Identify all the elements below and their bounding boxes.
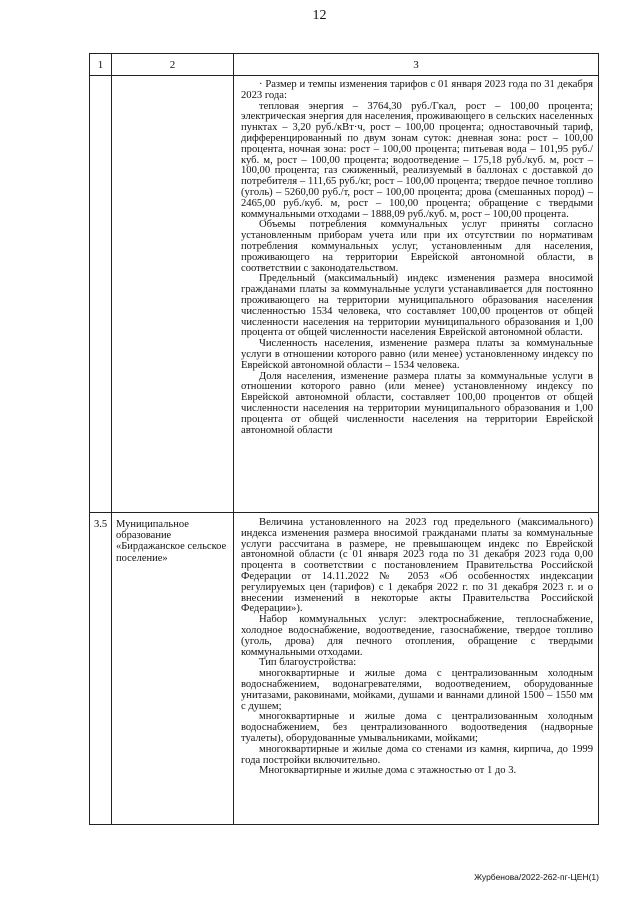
header-col-3: 3 [234, 54, 599, 76]
population-count-paragraph: Численность населения, изменение размера платы за коммунальные услуги в отношении которого равно (или менее) установленному индексу по Еврейской автономной области – 1534 человека. [241, 338, 593, 371]
municipality-name-cell: Муниципальное образование «Бирдажанское сельское поселение» [112, 513, 234, 825]
row-content-cell [234, 76, 599, 513]
improvement-type-item: многоквартирные и жилые дома с централизованным холодным водоснабжением, водонагревателями, водоотведением, оборудованные унитазами, раковинами, мойками, душами и ваннами длиной 1500 – 1550 мм с душем; [241, 668, 593, 712]
row-number-cell: 3.5 [90, 513, 112, 825]
table-row [90, 76, 599, 513]
row-content-cell [234, 513, 599, 825]
floors-paragraph: Многоквартирные и жилые дома с этажностью от 1 до 3. [259, 765, 517, 777]
improvement-type-item: многоквартирные и жилые дома с централизованным холодным водоснабжением, без централизованного водоотведения (надворные туалеты), оборудованные умывальниками, мойками; [241, 711, 593, 744]
table-header-row [90, 54, 599, 76]
row-number-cell [90, 76, 112, 513]
table-row [90, 513, 599, 825]
page-number: 12 [312, 8, 327, 23]
population-share-paragraph: Доля населения, изменение размера платы за коммунальные услуги в отношении которого равно (или менее) установленному индексу по Еврейской автономной области, составляет 100,00 процентов от общей численности населения на территории муниципального образования и 1,00 процента от общей численности населения на территории Еврейской автономной области [241, 370, 593, 436]
services-set-paragraph: Набор коммунальных услуг: электроснабжение, теплоснабжение, холодное водоснабжение, водоотведение, газоснабжение, твердое топливо (уголь, дрова) для печного отопления, обращение с твердыми коммунальными отходами. [241, 614, 593, 658]
max-index-paragraph: Предельный (максимальный) индекс изменения размера вносимой гражданами платы за коммунальные услуги устанавливается для постоянно проживающего на территории муниципального образования населения численностью 1534 человека, что составляет 100,00 процентов от общей численности населения на территории муниципального образования и 1,00 процента от общей численности населения Еврейской автономной области. [241, 273, 593, 339]
consumption-volumes-paragraph: Объемы потребления коммунальных услуг приняты согласно установленным приборам учета или при их отсутствии по нормативам потребления коммунальных услуг, установленным для населения, проживающего на территории Еврейской автономной области, в соответствии с законодательством. [241, 219, 593, 274]
tariff-table [89, 53, 599, 825]
document-code: Журбенова/2022-262-пг-ЦЕН(1) [474, 872, 599, 882]
index-value-paragraph: Величина установленного на 2023 год предельного (максимального) индекса изменения размера вносимой гражданами платы за коммунальные услуги рассчитана в размере, не превышающем индекс по Еврейской автономной области (с 01 января 2023 года по 31 декабря 2023 года 0,00 процента в соответствии с постановлением Правительства Российской Федерации от 14.11.2022 № 2053 «Об особенностях индексации регулируемых цен (тарифов) с 1 декабря 2022 г. по 31 декабря 2023 г. и о внесении изменений в некоторые акты Правительства Российской Федерации»). [241, 517, 593, 615]
tariffs-list: тепловая энергия – 3764,30 руб./Гкал, рост – 100,00 процента; электрическая энергия для населения, проживающего в сельских населенных пунктах – 3,20 руб./кВт·ч, рост – 100,00 процента; одноставочный тариф, дифференцированный по двум зонам суток: дневная зона: рост – 100,00 процента, ночная зона: рост – 100,00 процента; питьевая вода – 101,95 руб./куб. м, рост – 100,00 процента; водоотведение – 175,18 руб./куб. м, рост – 100,00 процента; газ сжиженный, реализуемый в баллонах с доставкой до потребителя – 111,65 руб./кг, рост – 100,00 процента; твердое печное топливо (уголь) – 5260,00 руб./т, рост – 100,00 процента; дрова (смешанных пород) – 2465,00 руб./куб. м, рост – 100,00 процента; обращение с твердыми коммунальными отходами – 1888,09 руб./куб. м, рост – 100,00 процента. [241, 100, 593, 220]
improvement-type-heading: Тип благоустройства: [259, 657, 357, 669]
tariffs-heading: · Размер и темпы изменения тарифов с 01 января 2023 года по 31 декабря 2023 года: [241, 79, 593, 101]
row-name-cell [112, 76, 234, 513]
improvement-type-item: многоквартирные и жилые дома со стенами из камня, кирпича, до 1999 года постройки включительно. [241, 743, 593, 766]
header-col-1: 1 [90, 54, 112, 76]
header-col-2: 2 [112, 54, 234, 76]
